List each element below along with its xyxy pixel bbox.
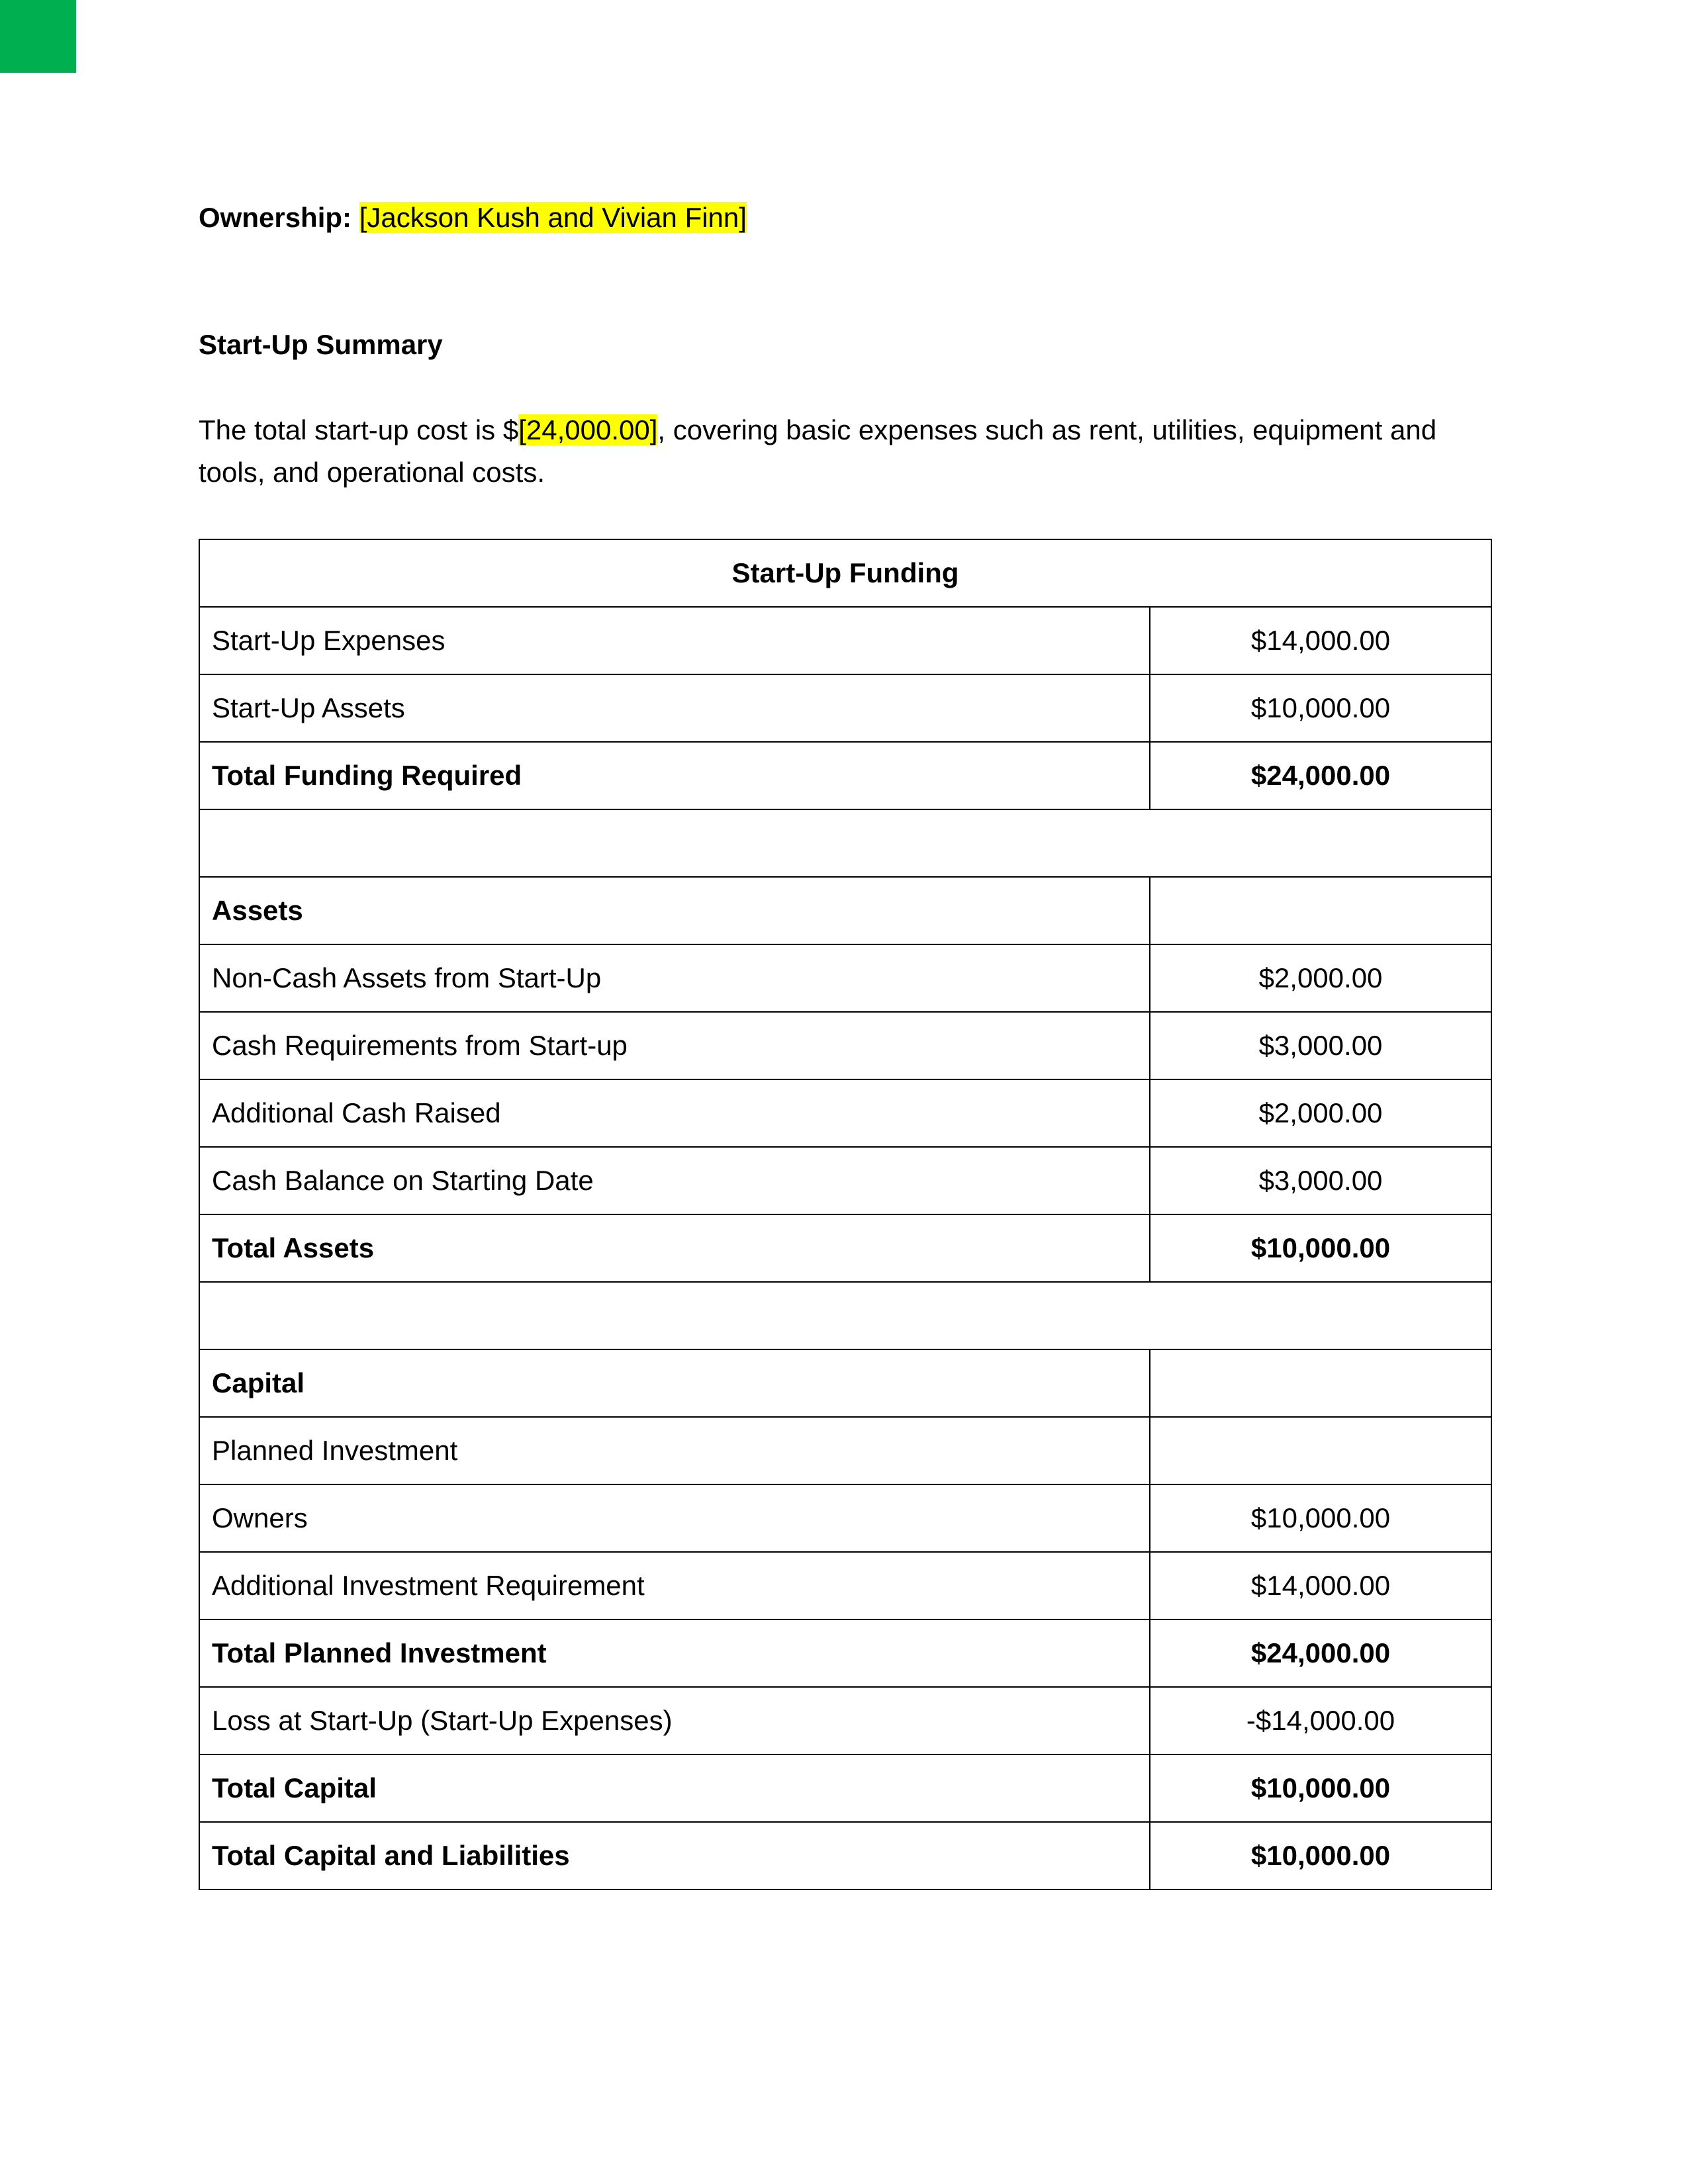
row-amount: $3,000.00 <box>1150 1012 1491 1079</box>
table-row <box>199 1687 1491 1754</box>
row-label: Additional Cash Raised <box>199 1079 1150 1147</box>
table-spacer-cell <box>199 1282 1491 1349</box>
table-row <box>199 1822 1491 1889</box>
row-amount: $14,000.00 <box>1150 607 1491 674</box>
row-label: Non-Cash Assets from Start-Up <box>199 944 1150 1012</box>
table-title-row <box>199 539 1491 607</box>
row-label: Total Capital <box>199 1754 1150 1822</box>
table-row <box>199 1619 1491 1687</box>
summary-heading: Start-Up Summary <box>199 329 443 360</box>
table-row <box>199 1147 1491 1214</box>
table-row <box>199 877 1491 944</box>
row-amount: $14,000.00 <box>1150 1552 1491 1619</box>
row-label: Planned Investment <box>199 1417 1150 1484</box>
row-label: Additional Investment Requirement <box>199 1552 1150 1619</box>
ownership-value: [Jackson Kush and Vivian Finn] <box>359 202 747 233</box>
row-label: Start-Up Expenses <box>199 607 1150 674</box>
row-amount: $10,000.00 <box>1150 1484 1491 1552</box>
table-row <box>199 1417 1491 1484</box>
row-label: Start-Up Assets <box>199 674 1150 742</box>
row-amount: $10,000.00 <box>1150 1822 1491 1889</box>
corner-tab <box>0 0 76 73</box>
table-row <box>199 1079 1491 1147</box>
row-amount <box>1150 1417 1491 1484</box>
row-amount: $10,000.00 <box>1150 674 1491 742</box>
row-amount: $24,000.00 <box>1150 742 1491 809</box>
row-label: Total Capital and Liabilities <box>199 1822 1150 1889</box>
ownership-line <box>199 199 747 237</box>
summary-paragraph <box>199 409 1489 494</box>
row-label: Loss at Start-Up (Start-Up Expenses) <box>199 1687 1150 1754</box>
table-spacer-cell <box>199 809 1491 877</box>
row-amount <box>1150 877 1491 944</box>
row-amount: $3,000.00 <box>1150 1147 1491 1214</box>
row-label: Total Funding Required <box>199 742 1150 809</box>
table-title: Start-Up Funding <box>199 539 1491 607</box>
table-row <box>199 742 1491 809</box>
table-row <box>199 674 1491 742</box>
row-label: Cash Requirements from Start-up <box>199 1012 1150 1079</box>
ownership-label: Ownership: <box>199 202 352 233</box>
row-amount: $2,000.00 <box>1150 1079 1491 1147</box>
row-label: Cash Balance on Starting Date <box>199 1147 1150 1214</box>
row-amount <box>1150 1349 1491 1417</box>
table-row <box>199 1484 1491 1552</box>
table-row <box>199 944 1491 1012</box>
row-amount: $10,000.00 <box>1150 1214 1491 1282</box>
table-row <box>199 1214 1491 1282</box>
table-row <box>199 1012 1491 1079</box>
table-row <box>199 1754 1491 1822</box>
row-amount: $10,000.00 <box>1150 1754 1491 1822</box>
row-label: Capital <box>199 1349 1150 1417</box>
table-spacer-row <box>199 809 1491 877</box>
table-row <box>199 1349 1491 1417</box>
table-row <box>199 607 1491 674</box>
row-label: Total Planned Investment <box>199 1619 1150 1687</box>
row-amount: $24,000.00 <box>1150 1619 1491 1687</box>
startup-funding-table <box>199 539 1492 1890</box>
table-row <box>199 1552 1491 1619</box>
row-label: Total Assets <box>199 1214 1150 1282</box>
row-label: Owners <box>199 1484 1150 1552</box>
startup-funding-table-body <box>199 539 1491 1889</box>
row-label: Assets <box>199 877 1150 944</box>
summary-amount: [24,000.00] <box>518 414 658 445</box>
row-amount: -$14,000.00 <box>1150 1687 1491 1754</box>
row-amount: $2,000.00 <box>1150 944 1491 1012</box>
table-spacer-row <box>199 1282 1491 1349</box>
summary-text-after: , covering basic expenses such as rent, utilities, equipment and tools, and operational costs. <box>199 414 1437 488</box>
summary-text-before: The total start-up cost is $ <box>199 414 519 445</box>
